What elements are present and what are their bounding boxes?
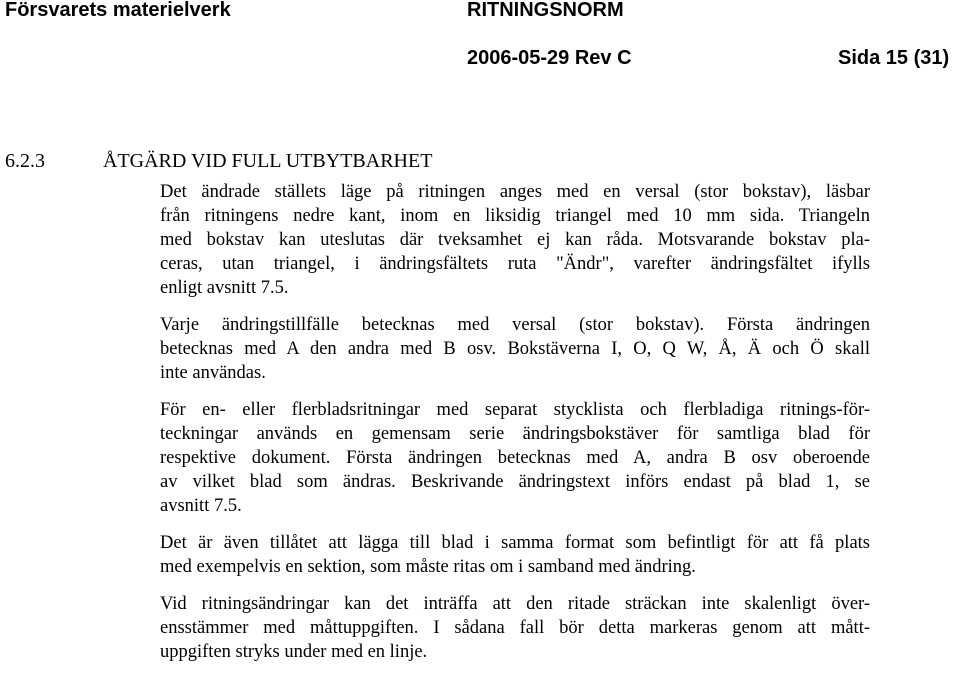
paragraph [160,592,870,664]
paragraph-line: teckningar används en gemensam serie ändringsbokstäver för samtliga blad för [160,424,870,444]
paragraph-line: ceras, utan triangel, i ändringsfältets ruta "Ändr", varefter ändringsfältet ifylls [160,254,870,274]
organization-name: Försvarets materielverk [5,0,231,21]
page-number: Sida 15 (31) [838,47,950,69]
date-revision: 2006-05-29 Rev C [467,47,632,69]
paragraph-line: För en- eller flerbladsritningar med separat stycklista och flerbladiga ritnings-för- [160,400,870,420]
paragraph [160,531,870,579]
paragraph-line: Vid ritningsändringar kan det inträffa att den ritade sträckan inte skalenligt över- [160,594,870,614]
paragraph-line: enligt avsnitt 7.5. [160,278,289,298]
paragraph-line: Det är även tillåtet att lägga till blad i samma format som befintligt för att få plats [160,533,870,553]
paragraph-line: betecknas med A den andra med B osv. Bokstäverna I, O, Q W, Å, Ä och Ö skall [160,339,870,359]
section-title: ÅTGÄRD VID FULL UTBYTBARHET [103,150,433,172]
paragraph-line: inte användas. [160,363,266,383]
paragraph-line: Det ändrade ställets läge på ritningen anges med en versal (stor bokstav), läsbar [160,182,870,202]
section-number: 6.2.3 [5,150,45,172]
paragraph-line: avsnitt 7.5. [160,496,242,516]
paragraph [160,313,870,385]
section-heading [5,149,432,173]
paragraph [160,398,870,518]
paragraph-line: respektive dokument. Första ändringen betecknas med A, andra B osv oberoende [160,448,870,468]
section-body [160,180,870,677]
paragraph-line: med exempelvis en sektion, som måste ritas om i samband med ändring. [160,557,696,577]
paragraph-line: ensstämmer med måttuppgiften. I sådana fall bör detta markeras genom att mått- [160,618,870,638]
paragraph-line: av vilket blad som ändras. Beskrivande ändringstext införs endast på blad 1, se [160,472,870,492]
document-name: RITNINGSNORM [467,0,624,21]
paragraph [160,180,870,300]
paragraph-line: från ritningens nedre kant, inom en liksidig triangel med 10 mm sida. Triangeln [160,206,870,226]
paragraph-line: Varje ändringstillfälle betecknas med versal (stor bokstav). Första ändringen [160,315,870,335]
paragraph-line: uppgiften stryks under med en linje. [160,642,428,662]
paragraph-line: med bokstav kan uteslutas där tveksamhet ej kan råda. Motsvarande bokstav pla- [160,230,870,250]
